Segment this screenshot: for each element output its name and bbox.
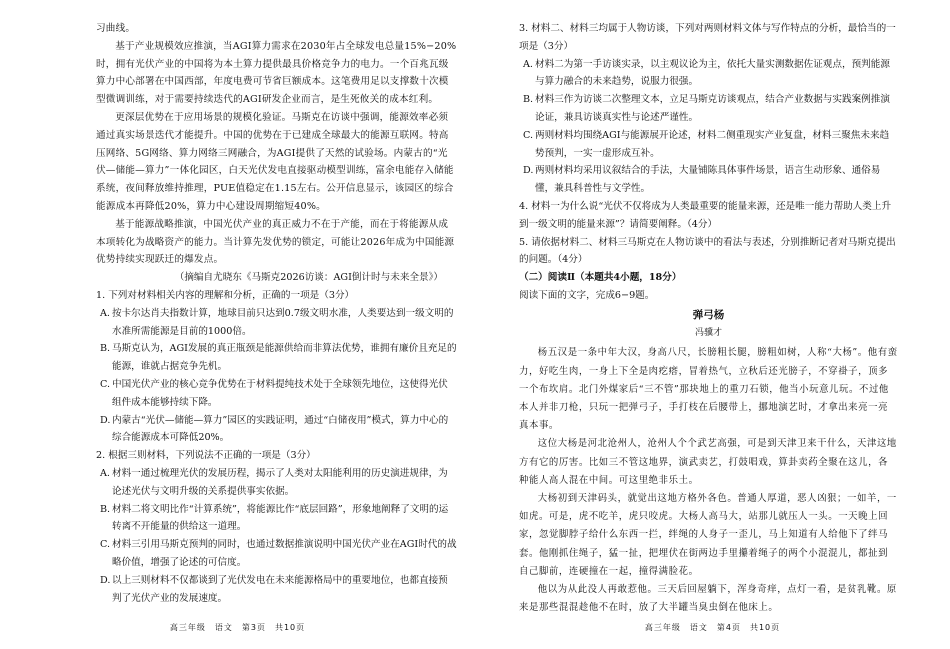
question-3-option-a bbox=[519, 56, 898, 92]
question-2-option-d bbox=[96, 572, 457, 608]
question-1-option-d bbox=[96, 412, 457, 448]
story-title: 弹弓杨 bbox=[692, 308, 725, 321]
question-4: 4. 材料一为什么说“光伏不仅将成为人类最重要的能量来源，还是唯一能力帮助人类上升到一级文明的能量来源”？请简要阐释。（4分） bbox=[519, 200, 892, 230]
option-text: 材料三引用马斯克预判的同时，也通过数据推演说明中国光伏产业在AGI时代的战略价值，增强了论述的可信度。 bbox=[112, 539, 457, 568]
question-1-option-a bbox=[96, 305, 457, 341]
page-footer: 高三年级 语文 第3页 共10页 bbox=[169, 623, 306, 633]
option-text: 马斯克认为，AGI发展的真正瓶颈是能源供给而非算法优势，谁拥有廉价且充足的能源，谁就占据竞争先机。 bbox=[112, 343, 457, 373]
question-2-option-a bbox=[96, 465, 457, 501]
option-text: 以上三则材料不仅都谈到了光伏发电在未来能源格局中的重要地位，也都直接预判了光伏产业的发展速度。 bbox=[112, 574, 448, 604]
option-key: A. bbox=[100, 467, 110, 479]
option-key: B. bbox=[100, 343, 111, 355]
question-1-option-b bbox=[96, 340, 457, 376]
option-key: B. bbox=[523, 94, 534, 106]
story-paragraph: 大杨初到天津码头，就觉出这地方格外各色。普通人厚道，恶人凶狠；一如羊，一如虎。可是，虎不吃羊，虎只咬虎。大杨人高马大，站那儿就压人一头。一天晚上回家，忽觉脚脖子给什么东西一拦，绊绳的人身子一歪儿，马上知道有人给他下了绊马套。他刚抓住绳子，猛一扯，把埋伏在街两边手里攥着绳子的两个小混混儿，都扯到自己脚前，连硬撞在一起，撞得满脸花。 bbox=[519, 492, 897, 577]
story-paragraph: 他以为从此没人再敢惹他。三天后回屋躺下，浑身奇痒，点灯一看，是贫乳靴。原来是那些混混趁他不在时，放了大半罐当臭虫倒在他床上。 bbox=[519, 583, 897, 614]
option-key: D. bbox=[523, 165, 534, 177]
question-2-stem: 2. 根据三则材料，下列说法不正确的一项是（3分） bbox=[96, 450, 316, 462]
option-text: 两则材料均围绕AGI与能源展开论述，材料二侧重现实产业复盘，材料三聚焦未来趋势预判，一实一虚形成互补。 bbox=[535, 129, 890, 159]
paragraph: 更深层优势在于应用场景的规模化验证。马斯克在访谈中强调，能源效率必须通过真实场景迭代才能提升。中国的优势在于已建成全球最大的能源互联网。特高压网络、5G网络、算力网络三网融合，为AGI提供了天然的试验场。内蒙古的“光伏—储能—算力”一体化园区，白天光伏发电直接驱动模型训练，富余电能存入储能系统，夜间释放维持推理，PUE值稳定在1.15左右。公开信息显示，该园区的综合能源成本再降低20%，算力中心建设周期缩短40%。 bbox=[96, 111, 454, 212]
question-3-option-b bbox=[519, 91, 898, 127]
paragraph: 习曲线。 bbox=[96, 23, 136, 34]
question-2-option-c bbox=[96, 536, 457, 572]
story-paragraph: 杨五汉是一条中年大汉，身高八尺，长膀粗长腿，膀粗如树，人称“大杨”。他有蛮力，好吃生肉，一身上下全是肉疙瘩，冒着热气，立秋后还光膀子，不穿褂子，顶多一个布坎肩。北门外煤家后“三不管”那块地上的重刀石锁，他当小玩意儿玩。不过他本人并非刀枪，只玩一把弹弓子，手打枝在后腰带上，挪地演艺时，才拿出来亮一亮真本事。 bbox=[519, 347, 898, 432]
reading-instruction: 阅读下面的文字，完成6−9题。 bbox=[519, 289, 655, 301]
option-key: D. bbox=[100, 414, 111, 426]
option-text: 材料二为第一手访谈实录，以主观议论为主，依托大量实测数据佐证观点，预判能源与算力融合的未来趋势，说服力很强。 bbox=[535, 58, 890, 88]
option-key: B. bbox=[100, 503, 111, 515]
question-3-option-c bbox=[519, 127, 898, 163]
option-key: C. bbox=[523, 129, 534, 141]
option-key: C. bbox=[100, 378, 111, 390]
section-heading: （二）阅读Ⅱ（本题共4小题，18分） bbox=[519, 272, 682, 284]
option-text: 材料二将文明比作“计算系统”，将能源比作“底层回路”，形象地阐释了文明的运转离不开能量的供给这一道理。 bbox=[112, 503, 449, 533]
question-1-option-c bbox=[96, 376, 457, 412]
option-text: 按卡尔达肖夫指数计算，地球目前只达到0.7级文明水准，人类要达到一级文明的水准所需能源是目前的1000倍。 bbox=[112, 307, 454, 337]
option-key: C. bbox=[100, 539, 111, 551]
question-1-stem: 1. 下列对材料相关内容的理解和分析，正确的一项是（3分） bbox=[96, 289, 355, 301]
option-key: D. bbox=[100, 574, 111, 586]
option-key: A. bbox=[523, 58, 533, 70]
page-footer: 高三年级 语文 第4页 共10页 bbox=[644, 623, 781, 633]
option-text: 内蒙古“光伏—储能—算力”园区的实践证明，通过“白储夜用”模式，算力中心的综合能源成本可降低20%。 bbox=[112, 414, 449, 444]
question-3-stem: 3. 材料二、材料三均属于人物访谈，下列对两则材料文体与写作特点的分析，最恰当的一项是（3分） bbox=[519, 23, 896, 52]
story-author: 冯骥才 bbox=[694, 327, 722, 338]
option-text: 两则材料均采用议叙结合的手法，大量铺陈具体事件场景，语言生动形象、通俗易懂，兼具科普性与文学性。 bbox=[535, 165, 881, 195]
question-3-option-d bbox=[519, 162, 898, 198]
option-text: 材料一通过梳理光伏的发展历程，揭示了人类对太阳能利用的历史演进规律，为论述光伏与文明升级的关系提供事实依据。 bbox=[112, 467, 448, 497]
paragraph: 基于能源战略推演，中国光伏产业的真正威力不在于产能，而在于将能源从成本项转化为战略资产的能力。当计算先发优势的锁定，可能让2026年成为中国能源优势持续实现跃迁的爆发点。 bbox=[96, 218, 455, 266]
source-citation: （摘编自尤晓东《马斯克2026访谈：AGI倒计时与未来全景》） bbox=[174, 272, 443, 284]
right-page bbox=[475, 0, 950, 649]
question-2-option-b bbox=[96, 501, 457, 537]
paragraph: 基于产业规模效应推演，当AGI算力需求在2030年占全球发电总量15%−20%时，拥有光伏产业的中国将为本土算力提供最具价格竞争力的电力。一个百兆瓦级算力中心部署在中国西部，年度电费可节省巨额成本。这笔费用足以支撑数十次模型微调训练，对于需要持续迭代的AGI研发企业而言，是生死攸关的成本红利。 bbox=[96, 40, 457, 106]
question-5: 5. 请依据材料二、材料三马斯克在人物访谈中的看法与表述，分别推断记者对马斯克提出的问题。（4分） bbox=[519, 236, 896, 266]
option-text: 材料三作为访谈二次整理文本，立足马斯克访谈观点，结合产业数据与实践案例推演论证，兼具访谈真实性与论述严谨性。 bbox=[535, 94, 890, 123]
story-paragraph: 这位大杨是河北沧州人，沧州人个个武艺高强，可是到天津卫来干什么，天津这地方有它的厉害。比如三不管这地界，演武卖艺，打鼓唱戏，算卦卖药全聚在这儿，各种能人高人混在中间。可这里绝非乐土。 bbox=[519, 438, 897, 486]
option-key: A. bbox=[100, 307, 110, 319]
option-text: 中国光伏产业的核心竞争优势在于材料提纯技术处于全球领先地位，这使得光伏组件成本能够持续下降。 bbox=[112, 378, 448, 408]
